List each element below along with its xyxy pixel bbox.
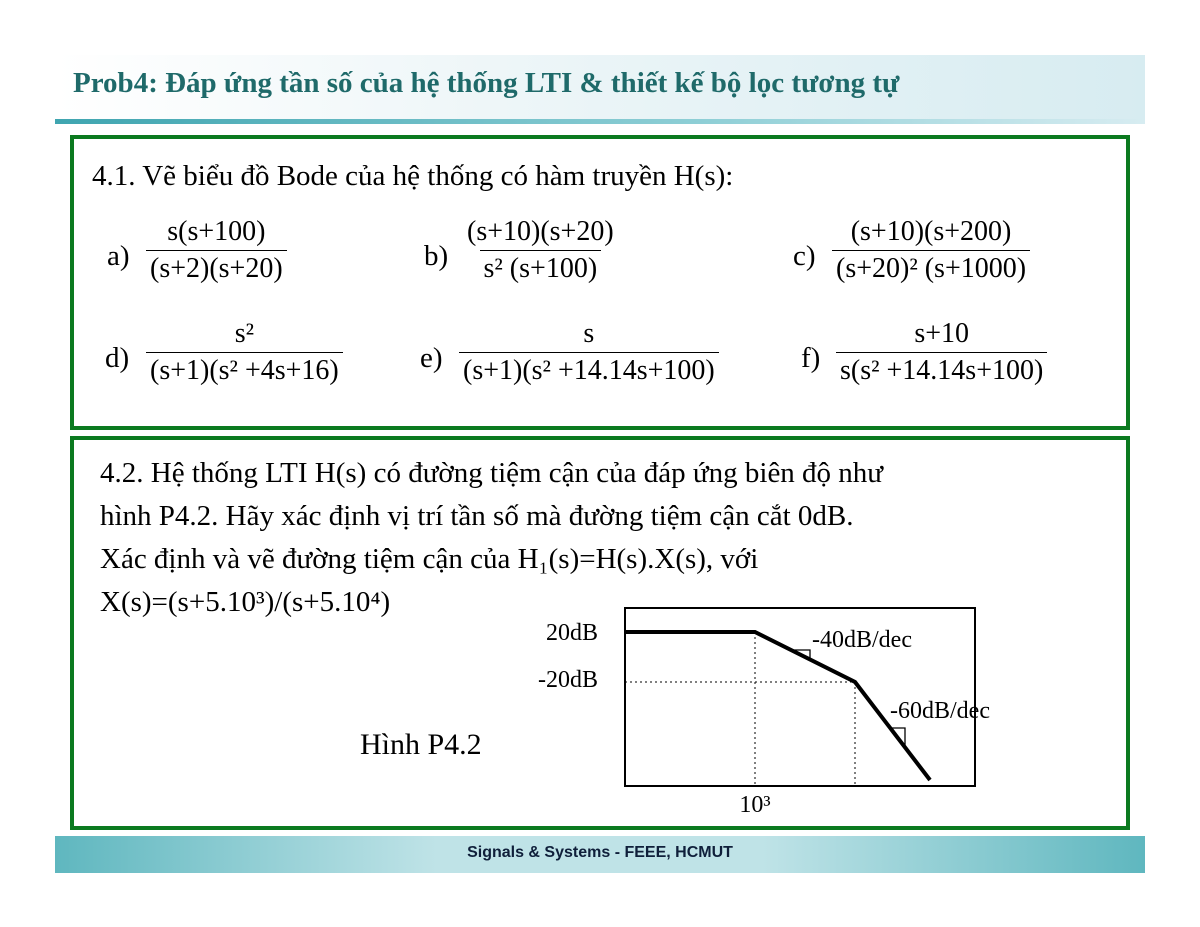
page-title: Prob4: Đáp ứng tần số của hệ thống LTI & thiết kế bộ lọc tương tự [73, 67, 900, 99]
title-bar [55, 55, 1145, 121]
slope1-label: -40dB/dec [812, 627, 912, 653]
y-label-minus20db: -20dB [538, 667, 598, 693]
footer-bar [55, 836, 1145, 873]
item-e-fraction [459, 318, 719, 387]
item-d-fraction [146, 318, 343, 387]
item-d-label: d) [105, 342, 130, 374]
item-a-label: a) [107, 240, 130, 272]
problem-4-2-line-1: 4.2. Hệ thống LTI H(s) có đường tiệm cận của đáp ứng biên độ như [100, 457, 884, 489]
item-b-numerator: (s+10)(s+20) [467, 216, 614, 247]
title-underline [55, 119, 1145, 124]
item-a-numerator: s(s+100) [167, 216, 266, 247]
item-b-fraction [463, 216, 618, 285]
problem-4-1-heading: 4.1. Vẽ biểu đồ Bode của hệ thống có hàm truyền H(s): [92, 160, 734, 192]
footer-text: Signals & Systems - FEEE, HCMUT [467, 844, 733, 861]
figure-caption: Hình P4.2 [360, 728, 482, 761]
item-b-label: b) [424, 240, 449, 272]
plot-frame [625, 608, 975, 786]
item-c-numerator: (s+10)(s+200) [850, 216, 1012, 247]
item-f-numerator: s+10 [914, 318, 969, 349]
item-d-numerator: s² [234, 318, 255, 349]
problem-4-2-text [100, 452, 1110, 624]
problem-4-2-line-4: X(s)=(s+5.10³)/(s+5.10⁴) [100, 586, 391, 618]
item-b-denominator: s² (s+100) [480, 250, 602, 285]
item-c-fraction [832, 216, 1030, 285]
item-e-denominator: (s+1)(s² +14.14s+100) [459, 352, 719, 387]
item-e-label: e) [420, 342, 443, 374]
item-d-denominator: (s+1)(s² +4s+16) [146, 352, 343, 387]
problem-4-2-line-3: Xác định và vẽ đường tiệm cận của H₁(s)=H(s).X(s), với [100, 543, 759, 575]
y-label-20db: 20dB [545, 620, 598, 646]
item-f-fraction [836, 318, 1047, 387]
item-f-label: f) [801, 342, 821, 374]
item-e-numerator: s [583, 318, 595, 349]
bode-asymptote-figure [510, 600, 1030, 820]
x-label-10e3: 10³ [739, 792, 771, 818]
item-f-denominator: s(s² +14.14s+100) [836, 352, 1047, 387]
item-a-denominator: (s+2)(s+20) [146, 250, 287, 285]
asymptote-line [625, 632, 930, 780]
slope2-label: -60dB/dec [890, 698, 990, 724]
problem-4-2-line-2: hình P4.2. Hãy xác định vị trí tần số mà đường tiệm cận cắt 0dB. [100, 500, 854, 532]
item-c-label: c) [793, 240, 816, 272]
item-c-denominator: (s+20)² (s+1000) [832, 250, 1030, 285]
item-a-fraction [146, 216, 287, 285]
